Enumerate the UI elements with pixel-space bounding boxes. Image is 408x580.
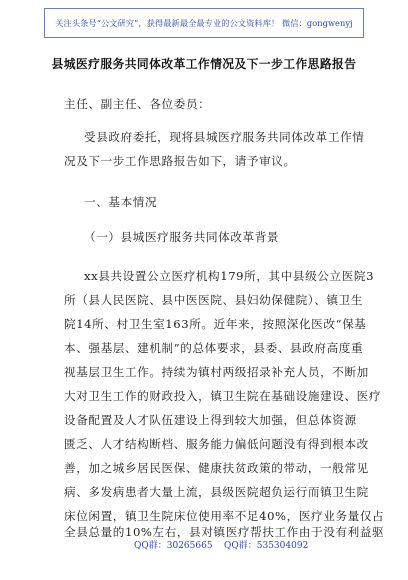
paragraph-line: 床位闲置，镇卫生院床位使用率不足40%，医疗业务量仅占 <box>64 509 385 523</box>
paragraph-line: 匮乏、人才结构断档、服务能力偏低问题没有得到根本改 <box>64 437 369 451</box>
paragraph-line: 善，加之城乡居民医保、健康扶贫政策的带动，一般常见 <box>64 461 369 475</box>
intro-line-2: 况及下一步工作思路报告如下，请予审议。 <box>64 154 296 168</box>
paragraph-line: 全县总量的10%左右，县对镇医疗帮扶工作由于没有利益驱 <box>64 525 385 539</box>
document-title: 县城医疗服务共同体改革工作情况及下一步工作思路报告 <box>51 57 357 71</box>
intro-line-1: 受县政府委托，现将县城医疗服务共同体改革工作情 <box>84 130 365 144</box>
header-notice-text: 关注头条号“公文研究”，获得最新最全最专业的公文资料库！ 微信：gongwenyj <box>55 17 353 28</box>
salutation: 主任、副主任、各位委员： <box>64 97 211 111</box>
paragraph-line: 所（县人民医院、县中医医院、县妇幼保健院）、镇卫生 <box>64 293 364 307</box>
paragraph-line: 病、多发病患者大量上流，县级医院超负运行而镇卫生院 <box>64 485 369 499</box>
footer-qq-group-left: QQ群：30265665 <box>134 541 213 551</box>
subsection-heading: （一）县城医疗服务共同体改革背景 <box>84 230 280 244</box>
paragraph-line: xx县共设置公立医疗机构179所，其中县级公立医院3 <box>84 269 375 283</box>
paragraph-line: 本、强基层、建机制”的总体要求，县委、县政府高度重 <box>64 341 364 355</box>
section-heading: 一、基本情况 <box>84 195 158 209</box>
paragraph-line: 院14所、村卫生室163所。近年来，按照深化医改“保基 <box>64 317 367 331</box>
paragraph-line: 视基层卫生工作。持续为镇村两级招录补充人员，不断加 <box>64 365 369 379</box>
footer-qq-group-right: QQ群：535304092 <box>224 541 309 551</box>
paragraph-line: 设备配置及人才队伍建设上得到较大加强，但总体资源 <box>64 413 357 427</box>
paragraph-line: 大对卫生工作的财政投入，镇卫生院在基础设施建设、医疗 <box>64 389 382 403</box>
header-notice-box <box>44 8 364 38</box>
